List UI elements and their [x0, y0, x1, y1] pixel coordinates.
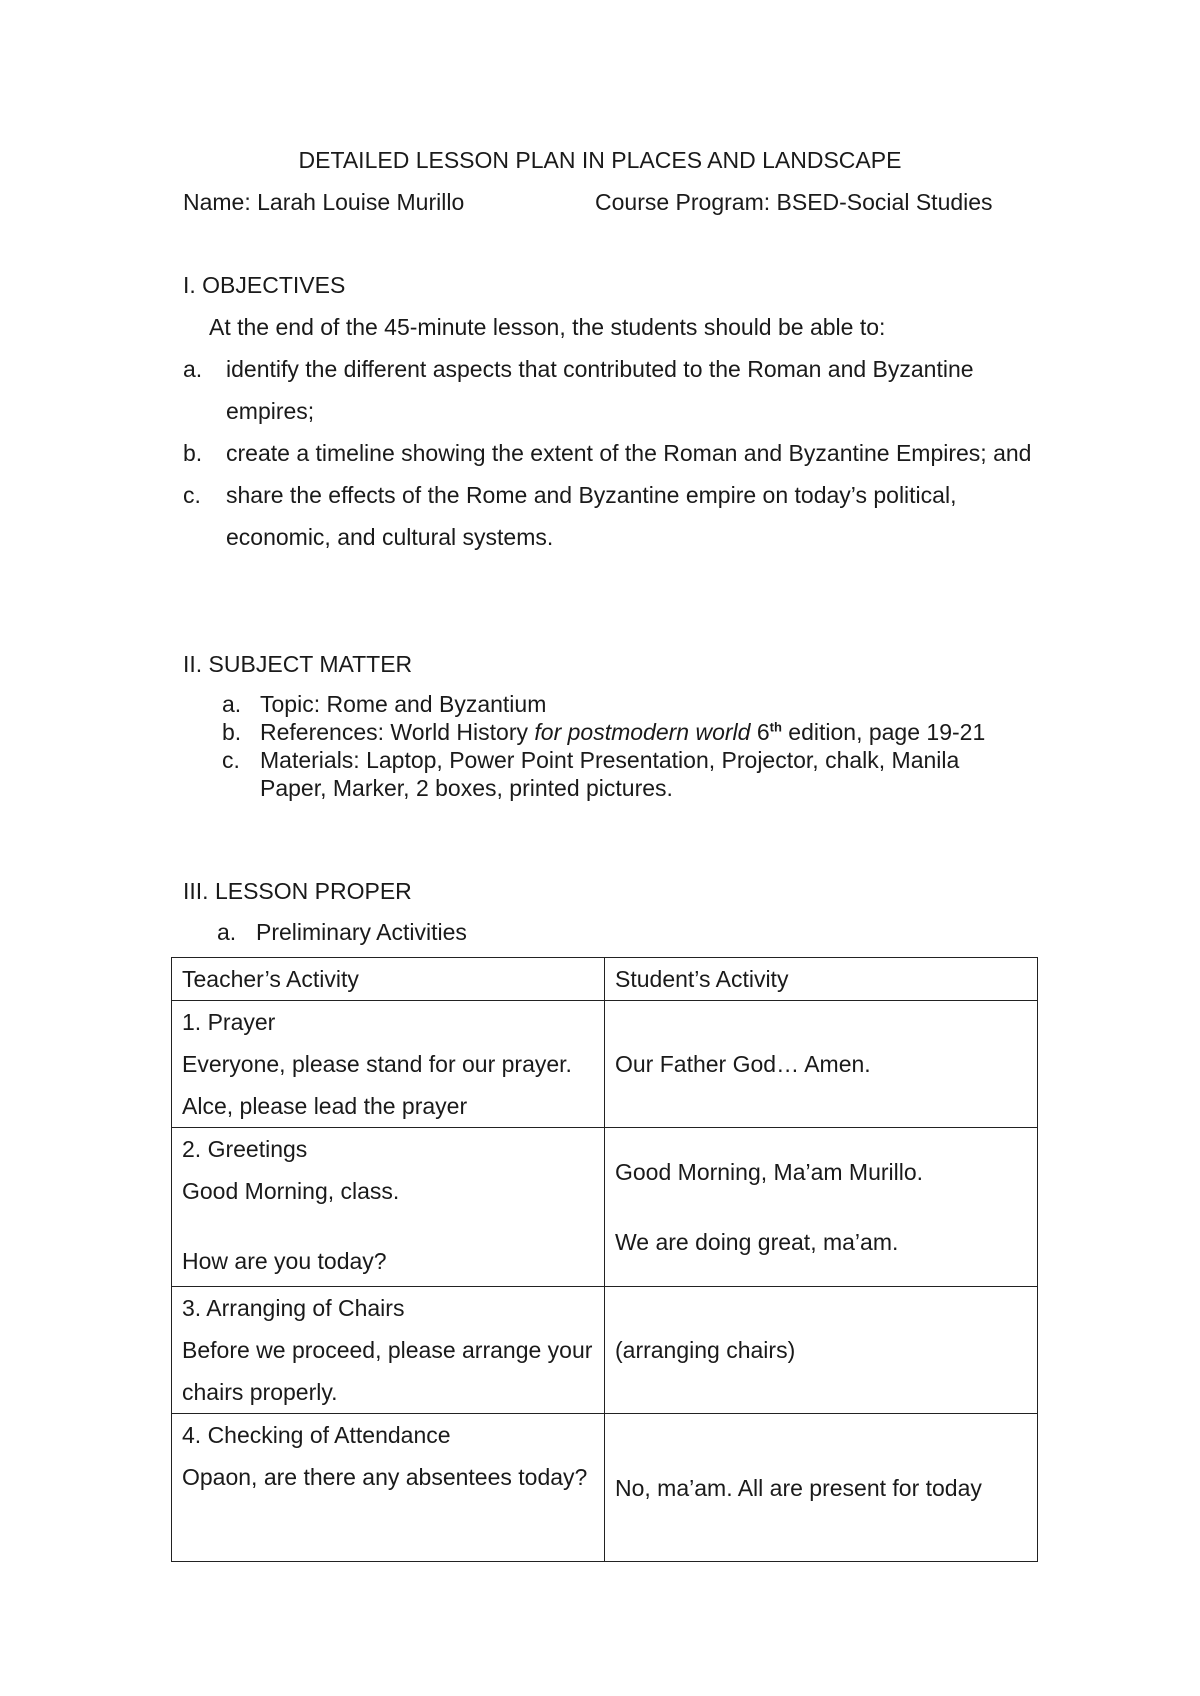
- activities-table: [171, 957, 1038, 1562]
- objective-text: identify the different aspects that contributed to the Roman and Byzantine empires;: [226, 356, 974, 424]
- materials-text: Materials: Laptop, Power Point Presentation, Projector, chalk, Manila Paper, Marker, 2 boxes, printed pictures.: [260, 747, 960, 801]
- list-item: [183, 474, 1043, 558]
- document-title: DETAILED LESSON PLAN IN PLACES AND LANDSCAPE: [298, 147, 902, 173]
- list-item: [222, 718, 1012, 746]
- teacher-cell: [172, 1001, 605, 1128]
- spacer: [615, 1193, 1027, 1221]
- list-marker: b.: [183, 440, 203, 466]
- student-text: (arranging chairs): [615, 1337, 796, 1363]
- subject-matter-heading: II. SUBJECT MATTER: [183, 651, 413, 677]
- list-marker: a.: [222, 691, 242, 717]
- teacher-cell: [172, 1287, 605, 1414]
- table-header-row: [172, 958, 1038, 1001]
- list-item: [183, 432, 1043, 474]
- topic-text: Topic: Rome and Byzantium: [260, 691, 547, 717]
- student-text: Good Morning, Ma’am Murillo.: [615, 1159, 924, 1185]
- references-prefix: References: World History: [260, 719, 535, 745]
- student-cell: [605, 1414, 1038, 1562]
- preliminary-marker: a.: [217, 919, 237, 945]
- table-row: [172, 1128, 1038, 1287]
- table-row: [172, 1001, 1038, 1128]
- list-marker: c.: [183, 482, 201, 508]
- table-row: [172, 1287, 1038, 1414]
- teacher-text: Good Morning, class.: [182, 1178, 400, 1204]
- header-teacher-activity: Teacher’s Activity: [172, 958, 605, 1001]
- student-text: We are doing great, ma’am.: [615, 1229, 899, 1255]
- objective-text: share the effects of the Rome and Byzantine empire on today’s political, economic, and cultural systems.: [226, 482, 957, 550]
- references-book-title: for postmodern world: [534, 719, 751, 745]
- header-student-activity: Student’s Activity: [605, 958, 1038, 1001]
- activity-title: 2. Greetings: [182, 1136, 308, 1162]
- activity-title: 1. Prayer: [182, 1009, 276, 1035]
- student-name: Name: Larah Louise Murillo: [183, 189, 465, 215]
- teacher-text: Everyone, please stand for our prayer. Alce, please lead the prayer: [182, 1051, 572, 1119]
- list-item: [222, 746, 1012, 802]
- references-suffix: edition, page 19-21: [781, 719, 986, 745]
- references-edition-number: 6: [750, 719, 770, 745]
- student-cell: [605, 1001, 1038, 1128]
- objective-text: create a timeline showing the extent of the Roman and Byzantine Empires; and: [226, 440, 1032, 466]
- teacher-text: How are you today?: [182, 1248, 387, 1274]
- teacher-cell: [172, 1128, 605, 1287]
- teacher-text: Opaon, are there any absentees today?: [182, 1464, 588, 1490]
- preliminary-activities-label: Preliminary Activities: [256, 919, 467, 945]
- list-item: [183, 348, 1043, 432]
- student-cell: [605, 1287, 1038, 1414]
- student-text: Our Father God… Amen.: [615, 1051, 871, 1077]
- list-item: [222, 690, 1012, 718]
- course-program: Course Program: BSED-Social Studies: [595, 189, 993, 215]
- subject-matter-list: [222, 690, 1012, 802]
- teacher-cell: [172, 1414, 605, 1562]
- lesson-proper-heading: III. LESSON PROPER: [183, 878, 412, 904]
- spacer: [182, 1212, 594, 1240]
- references-edition-suffix: th: [769, 719, 782, 735]
- list-marker: b.: [222, 719, 242, 745]
- objectives-intro: At the end of the 45-minute lesson, the students should be able to:: [209, 314, 886, 340]
- activity-title: 4. Checking of Attendance: [182, 1422, 451, 1448]
- table-row: [172, 1414, 1038, 1562]
- objectives-list: [183, 348, 1043, 558]
- objectives-heading: I. OBJECTIVES: [183, 272, 346, 298]
- list-marker: c.: [222, 747, 240, 773]
- student-text: No, ma’am. All are present for today: [615, 1474, 982, 1501]
- list-marker: a.: [183, 356, 203, 382]
- activity-title: 3. Arranging of Chairs: [182, 1295, 405, 1321]
- student-cell: [605, 1128, 1038, 1287]
- teacher-text: Before we proceed, please arrange your chairs properly.: [182, 1337, 593, 1405]
